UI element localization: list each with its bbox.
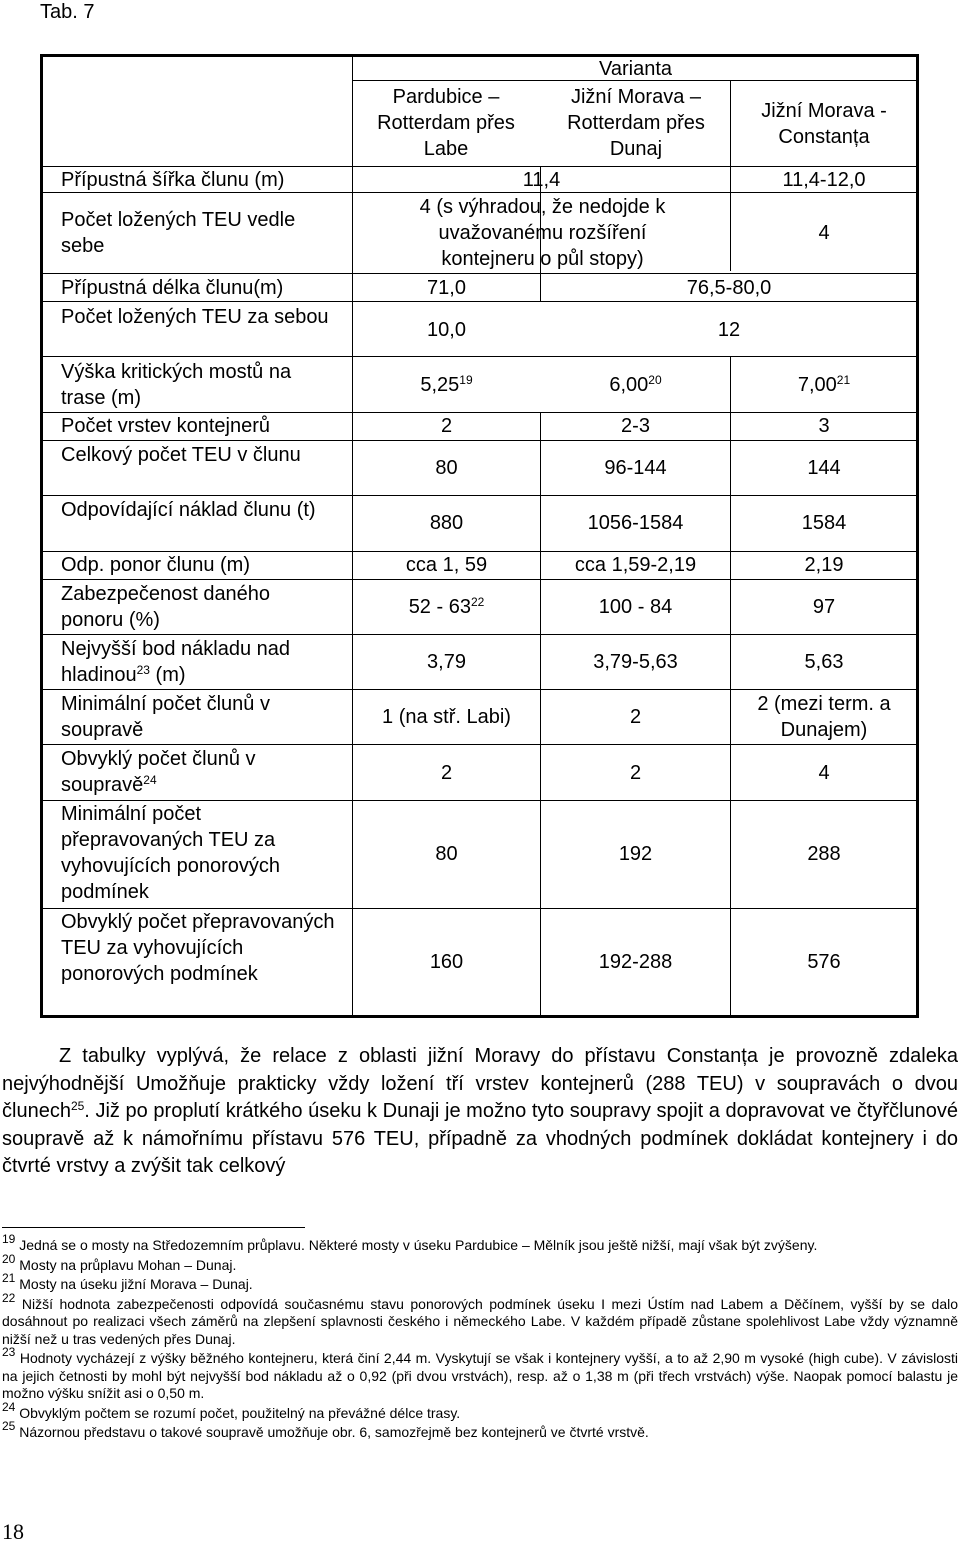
row-label: Odp. ponor člunu (m) [61,554,250,576]
header-col1: Pardubice – Rotterdam přes Labe [377,86,515,160]
table-cell: 71,0 [427,277,466,299]
row-label: Zabezpečenost daného ponoru (%) [61,583,271,631]
grid-line [42,579,917,580]
grid-line [42,744,917,745]
row-label: Odpovídající náklad člunu (t) [61,499,316,521]
table-cell: 11,4 [522,169,561,191]
footnote-ref: 22 [470,595,485,609]
footnote-ref: 25 [70,1099,85,1113]
table-cell: cca 1,59-2,19 [574,554,697,576]
table-cell: 4 [818,762,830,784]
row-label: Přípustná šířka člunu (m) [61,169,285,191]
table-cell: 2 [440,415,453,437]
table-cell: 576 [807,951,841,973]
grid-line [42,440,917,441]
footnote-ref: 19 [459,373,473,387]
table-cell: 100 - 84 [598,596,673,618]
header-col3: Jižní Morava - Constanța [761,100,887,148]
table-cell: 11,4-12,0 [782,169,866,191]
table-cell: 288 [807,843,841,865]
table-cell: cca 1, 59 [405,554,488,576]
row-label: Obvyklý počet člunů v soupravě$^{24}$ [61,748,256,796]
table-cell: 2 [440,762,453,784]
table-cell: 192 [618,843,653,865]
row-label: Počet ložených TEU za sebou [61,306,329,328]
footnote: $^{20}$ Mosty na průplavu Mohan – Dunaj. [2,1251,237,1273]
table-cell: 2 (mezi term. a Dunajem) [757,693,891,741]
header-group-label: Varianta [598,58,672,80]
table-cell: 1 (na stř. Labi) [382,706,511,728]
grid-line [42,356,917,357]
table-cell: 96-144 [604,457,667,479]
grid-line [42,495,917,496]
grid-line [42,689,917,690]
table-cell: 2 [629,762,642,784]
table-cell: 192-288 [598,951,673,973]
row-label: Počet vrstev kontejnerů [61,415,270,437]
table-cell: 10,0 [427,319,466,341]
table-cell: 7,00$^{21}$ [797,373,851,396]
table-cell: 80 [435,843,458,865]
table-cell: 3,79 [427,651,466,673]
grid-line [352,54,353,1018]
table-cell: 2-3 [621,415,650,437]
footnote-ref: 24 [143,773,157,787]
table-cell: 76,5-80,0 [686,277,772,299]
row-label: Výška kritických mostů na trase (m) [61,361,292,409]
footnote-ref: 20 [648,373,662,387]
row-label: Přípustná délka člunu(m) [61,277,284,299]
footnote-separator [2,1227,305,1228]
table-cell: 5,25$^{19}$ [420,373,473,396]
table-cell: 2 [629,706,642,728]
table-cell: 80 [435,457,458,479]
table-cell: 4 (s výhradou, že nedojde k uvažovanému rozšíření kontejneru o půl stopy) [419,196,666,270]
table-cell: 1584 [801,512,847,534]
grid-line [42,634,917,635]
table-cell: $52 - 63^{22}$ [408,595,485,618]
table-cell: 160 [429,951,464,973]
row-label: Minimální počet člunů v soupravě [61,693,270,741]
table-caption: Tab. 7 [40,1,95,23]
grid-line [42,301,917,302]
footnote: $^{24}$ Obvyklým počtem se rozumí počet, použitelný na převážné délce trasy. [2,1399,461,1421]
row-label: Obvyklý počet přepravovaných TEU za vyhovujících ponorových podmínek [61,911,335,985]
footnote-ref: 21 [836,373,851,387]
grid-line [42,273,917,274]
footnote: $^{19}$ Jedná se o mosty na Středozemním průplavu. Některé mosty v úseku Pardubice – Mělník jsou ještě nižší, mají však být zvýšeny. [2,1232,818,1253]
header-col2: Jižní Morava – Rotterdam přes Dunaj [567,86,705,160]
table-cell: 3,79-5,63 [593,651,678,673]
row-label: Nejvyšší bod nákladu nad hladinou$^{23}$ (m) [61,638,291,686]
table-cell: 4 [818,222,830,244]
body-paragraph: Z tabulky vyplývá, že relace z oblasti jižní Moravy do přístavu Constanța je provozně zdaleka nejvýhodnější Umožňuje prakticky vždy ložení tří vrstev kontejnerů (288 TEU) v soupravách o dvou člunech$^{25}$. Již po proplutí krátkého úseku k Dunaji je možno tyto soupravy spojit a dopravovat ve čtyřčlunové soupravě až k námořnímu přístavu 576 TEU, případně za vhodných podmínek dokládat kontejnery i do čtvrté vrstvy a zvýšit tak celkový [2,1045,958,1177]
footnote: $^{25}$ Názornou představu o takové soupravě umožňuje obr. 6, samozřejmě bez kontejnerů ve čtvrté vrstvě. [2,1419,649,1440]
table-cell: 6,00$^{20}$ [609,373,662,396]
row-label: Počet ložených TEU vedle sebe [61,209,296,257]
footnote: $^{21}$ Mosty na úseku jižní Morava – Dunaj. [2,1271,253,1292]
footnote: $^{22}$ Nižší hodnota zabezpečenosti odpovídá současnému stavu ponorových podmínek úseku I mezi Ústím nad Labem a Děčínem, vyšší by se dalo dosáhnout po realizaci všech záměrů na zlepšení splavnosti českého i německého Labe. V každém případě zůstane spolehlivost Labe vždy významně nižší než u tras vedených přes Dunaj. [2,1290,958,1347]
table-cell: 12 [717,319,741,341]
table-cell: 97 [812,596,836,618]
footnote: $^{23}$ Hodnoty vycházejí z výšky běžného kontejneru, která činí 2,44 m. Vyskytují se však i kontejnery vyšší, a to až 2,90 m vysoké (high cube). V závislosti na jejich četnosti by mohl být nejvyšší bod nákladu až o 0,92 (při dvou vrstvách), resp. až o 1,38 m (při třech vrstvách) výše. Naopak pomocí balastu je možno výšku snížit asi o 0,50 m. [2,1345,959,1401]
table-cell: 144 [807,457,841,479]
table-cell: 5,63 [804,651,844,673]
footnotes [2,1232,959,1444]
row-label: Celkový počet TEU v člunu [61,444,301,466]
footnote-ref: 23 [136,663,150,677]
table-cell: 2,19 [804,554,844,576]
table-cell: 3 [818,415,830,437]
table-cell: 1056-1584 [587,512,684,534]
page-number: 18 [2,1519,24,1544]
table-cell: 880 [429,512,464,534]
row-label: Minimální počet přepravovaných TEU za vyhovujících ponorových podmínek [61,803,281,903]
